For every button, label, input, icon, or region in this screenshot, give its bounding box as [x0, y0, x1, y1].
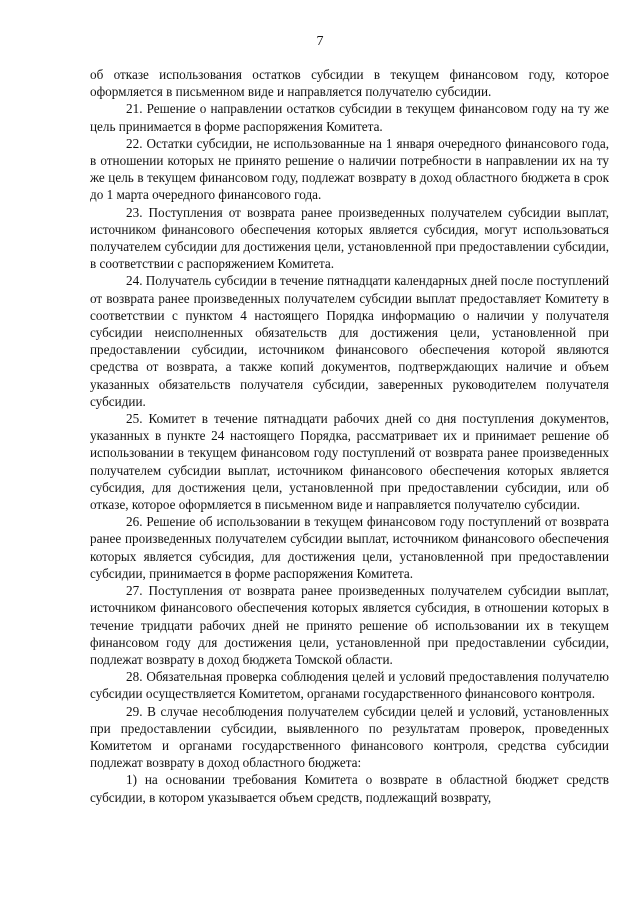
- paragraph-22: 22. Остатки субсидии, не использованные на 1 января очередного финансового года, в отношении которых не принято решение о наличии потребности в направлении их на ту же цель в текущем финансовом году, подлежат возврату в доход областного бюджета в срок до 1 марта очередного финансового года.: [90, 135, 609, 203]
- paragraph-29: 29. В случае несоблюдения получателем субсидии целей и условий, установленных при предоставлении субсидии, выявленного по результатам проверок, проведенных Комитетом и органами государственного финансового контроля, средства субсидии подлежат возврату в доход областного бюджета:: [90, 703, 609, 771]
- paragraph-26: 26. Решение об использовании в текущем финансовом году поступлений от возврата ранее произведенных получателем субсидии выплат, источником финансового обеспечения которых является субсидия, для достижения цели, установленной при предоставлении субсидии, принимается в форме распоряжения Комитета.: [90, 514, 609, 581]
- document-body: [90, 66, 609, 806]
- paragraph-20-continuation: об отказе использования остатков субсидии в текущем финансовом году, которое оформляется в письменном виде и направляется получателю субсидии.: [90, 67, 609, 100]
- paragraph-29-item-1: 1) на основании требования Комитета о возврате в областной бюджет средств субсидии, в котором указывается объем средств, подлежащий возврату,: [90, 772, 609, 805]
- paragraph-27: 27. Поступления от возврата ранее произведенных получателем субсидии выплат, источником финансового обеспечения которых является субсидия, в отношении которых в течение тридцати рабочих дней не принято решение об использовании их в текущем финансовом году для достижения цели, установленной при предоставлении субсидии, подлежат возврату в доход бюджета Томской области.: [90, 583, 609, 667]
- page-number: 7: [316, 34, 324, 49]
- paragraph-25: 25. Комитет в течение пятнадцати рабочих дней со дня поступления документов, указанных в пункте 24 настоящего Порядка, рассматривает их и принимает решение об использовании в текущем финансовом году поступлений от возврата ранее произведенных получателем субсидии выплат, источником финансового обеспечения которых является субсидия, для достижения цели, установленной при предоставлении субсидии, или об отказе, которое оформляется в письменном виде и направляется получателю субсидии.: [90, 411, 609, 513]
- paragraph-28: 28. Обязательная проверка соблюдения целей и условий предоставления получателю субсидии осуществляется Комитетом, органами государственного финансового контроля.: [90, 669, 609, 702]
- paragraph-21: 21. Решение о направлении остатков субсидии в текущем финансовом году на ту же цель принимается в форме распоряжения Комитета.: [90, 101, 609, 134]
- paragraph-24: 24. Получатель субсидии в течение пятнадцати календарных дней после поступлений от возврата ранее произведенных получателем субсидии выплат предоставляет Комитету в соответствии с пунктом 4 настоящего Порядка информацию о наличии у получателя субсидии неисполненных обязательств для достижения цели, установленной при предоставлении субсидии, источником финансового обеспечения которой являются средства от возврата, а также копий документов, подтверждающих наличие и объем указанных обязательств получателя субсидии, заверенных руководителем получателя субсидии.: [90, 273, 609, 409]
- paragraph-23: 23. Поступления от возврата ранее произведенных получателем субсидии выплат, источником финансового обеспечения которых является субсидия, могут использоваться получателем субсидии для достижения цели, установленной при предоставлении субсидии, в соответствии с распоряжением Комитета.: [90, 204, 609, 272]
